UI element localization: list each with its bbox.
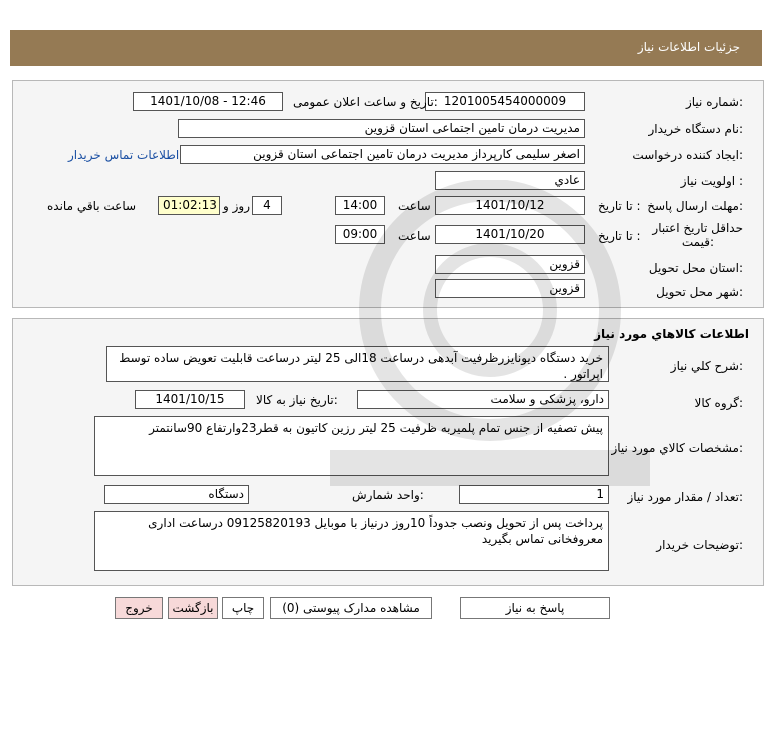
goods-group-field: دارو، پزشکی و سلامت xyxy=(357,390,609,409)
delivery-province-field: قزوین xyxy=(435,255,585,274)
announce-date-field: 1401/10/08 - 12:46 xyxy=(133,92,283,111)
requester-label: ایجاد کننده درخواست: xyxy=(632,148,743,162)
days-and-label: روز و xyxy=(223,199,250,213)
summary-label: شرح کلي نياز: xyxy=(670,359,743,373)
qty-field: 1 xyxy=(459,485,609,504)
announce-date-label: تاریخ و ساعت اعلان عمومی: xyxy=(293,95,438,109)
validity-until-label: تا تاریخ : xyxy=(598,229,641,243)
qty-label: تعداد / مقدار مورد نیاز: xyxy=(627,490,743,504)
remaining-time-label: ساعت باقي مانده xyxy=(47,199,137,213)
unit-label: واحد شمارش: xyxy=(352,488,424,502)
need-number-label: شماره نیاز: xyxy=(685,95,743,109)
spec-field: پیش تصفیه از جنس تمام پلمیربه ظرفیت 25 لیتر رزین کاتیون به قطر23وارتفاع 90سانتمتر xyxy=(94,416,609,476)
validity-hour-label: ساعت xyxy=(398,229,431,243)
days-remaining-field: 4 xyxy=(252,196,282,215)
delivery-city-label: شهر محل تحویل: xyxy=(656,285,743,299)
exit-button[interactable]: خروج xyxy=(115,597,163,619)
deadline-label: مهلت ارسال پاسخ: xyxy=(647,199,743,213)
need-number-field: 1201005454000009 xyxy=(425,92,585,111)
deadline-until-label: تا تاریخ : xyxy=(598,199,641,213)
reply-button[interactable]: پاسخ به نیاز xyxy=(460,597,610,619)
print-button[interactable]: چاپ xyxy=(222,597,264,619)
delivery-city-field: قزوین xyxy=(435,279,585,298)
spec-label: مشخصات کالاي مورد نياز: xyxy=(611,441,743,455)
page-header xyxy=(10,30,762,66)
need-date-label: تاریخ نیاز به کالا: xyxy=(256,393,338,407)
buyer-org-label: نام دستگاه خریدار: xyxy=(648,122,743,136)
requester-field: اصغر سلیمی کارپرداز مدیریت درمان تامین اجتماعی استان قزوین xyxy=(180,145,585,164)
buyer-org-field: مدیریت درمان تامین اجتماعی استان قزوین xyxy=(178,119,585,138)
page-title: جزئیات اطلاعات نیاز xyxy=(637,40,740,54)
back-button[interactable]: بازگشت xyxy=(168,597,218,619)
need-date-field: 1401/10/15 xyxy=(135,390,245,409)
deadline-time-field: 14:00 xyxy=(335,196,385,215)
remaining-time-field: 01:02:13 xyxy=(158,196,220,215)
deadline-hour-label: ساعت xyxy=(398,199,431,213)
validity-label-2: قیمت: xyxy=(681,235,714,249)
priority-label: اولویت نیاز : xyxy=(680,174,743,188)
buyer-desc-field: پرداخت پس از تحویل ونصب جدوداً 10روز درنیاز با موبایل 09125820193 درساعت اداری معروفخانی تماس بگیرید xyxy=(94,511,609,571)
deadline-date-field: 1401/10/12 xyxy=(435,196,585,215)
buyer-contact-link[interactable]: اطلاعات تماس خریدار xyxy=(68,148,180,162)
validity-date-field: 1401/10/20 xyxy=(435,225,585,244)
validity-time-field: 09:00 xyxy=(335,225,385,244)
attachments-button[interactable]: مشاهده مدارک پیوستی (0) xyxy=(270,597,432,619)
unit-field: دستگاه xyxy=(104,485,249,504)
buyer-desc-label: توضیحات خریدار: xyxy=(656,538,743,552)
goods-group-label: گروه کالا: xyxy=(694,396,743,410)
priority-field: عادي xyxy=(435,171,585,190)
validity-label-1: حداقل تاریخ اعتبار xyxy=(652,221,743,235)
goods-section-title: اطلاعات کالاهاي مورد نياز xyxy=(594,327,749,341)
summary-field: خرید دستگاه دیونایزرظرفیت آبدهی درساعت 18الی 25 لیتر درساعت قابلیت تعویض ساده توسط اپراتور . xyxy=(106,346,609,382)
delivery-province-label: استان محل تحویل: xyxy=(648,261,743,275)
